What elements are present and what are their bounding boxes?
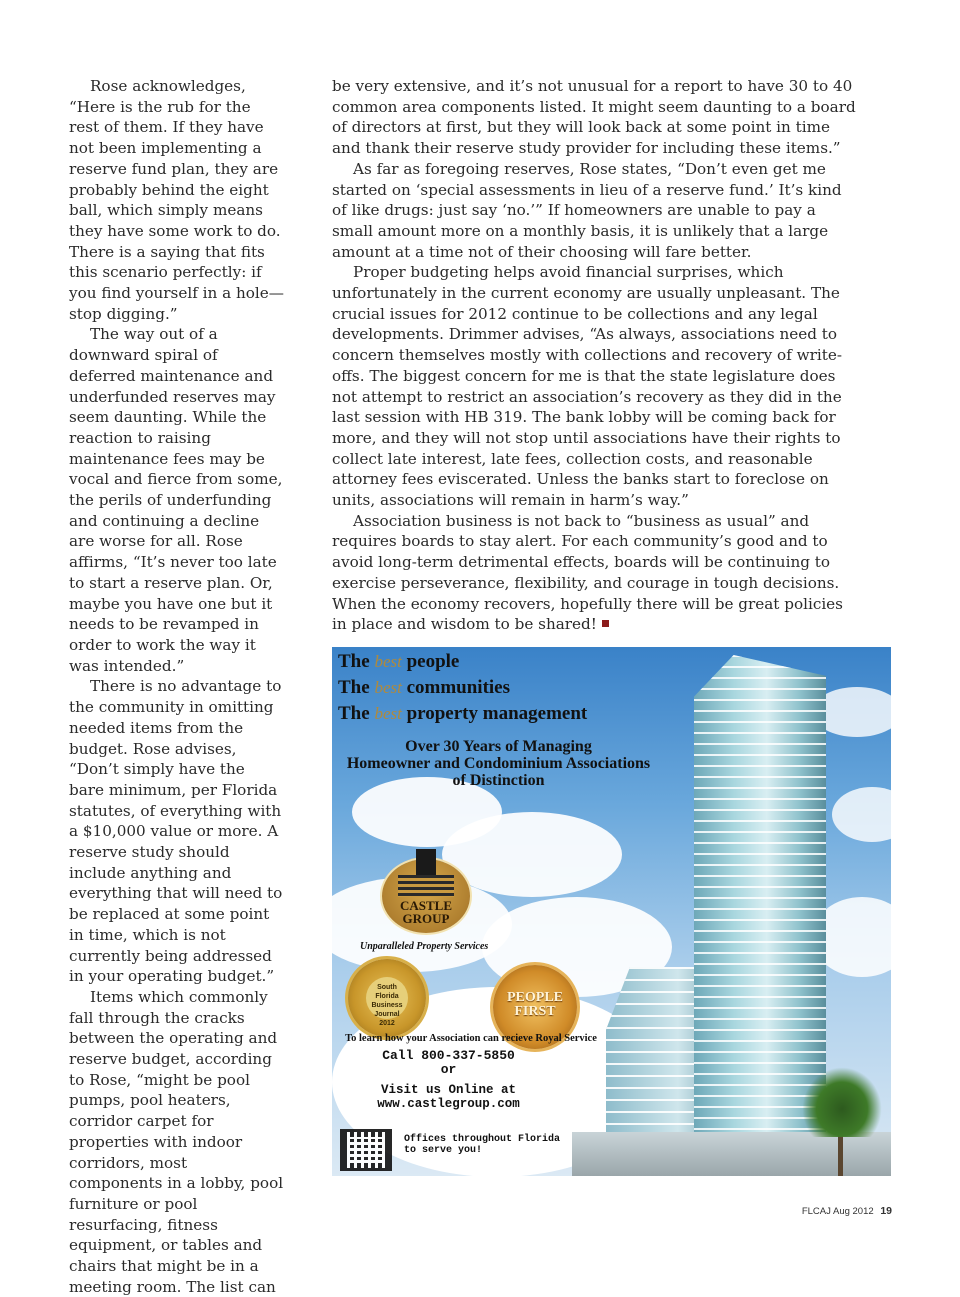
- offices-line: to serve you!: [404, 1145, 483, 1156]
- or-text: or: [440, 1062, 457, 1077]
- paragraph: be very extensive, and it’s not unusual for a report to have 30 to 40 common area components listed. It might seem daunting to a board of directors at first, but they will look back at some point in time and thank their reserve study provider for including these items.”: [332, 77, 856, 158]
- cloud-shape: [832, 787, 891, 842]
- paragraph: The way out of a downward spiral of deferred maintenance and underfunded reserves may seem daunting. While the reaction to raising maintenance fees may be vocal and fierce from some, the perils of underfunding and continuing a decline are worse for all. Rose affirms, “It’s never too late to start a reserve plan. Or, maybe you have one but it needs to be revamped in order to work the way it was intended.”: [69, 325, 283, 675]
- tagline-rest: communities: [406, 677, 511, 698]
- ad-slogan: Unparalleled Property Services: [360, 941, 489, 952]
- end-of-article-mark: [602, 620, 609, 627]
- tagline-rest: people: [406, 651, 460, 672]
- paragraph-text: Association business is not back to “business as usual” and requires boards to stay alert. For each community’s good and to avoid long-term detrimental effects, boards will be continuing to exercise perseverance, flexibility, and courage in tough decisions. When the economy recovers, hopefully there will be great policies in place and wisdom to be shared!: [332, 511, 843, 634]
- page-footer: [802, 1205, 892, 1217]
- paragraph: Proper budgeting helps avoid financial surprises, which unfortunately in the current economy are usually unpleasant. The crucial issues for 2012 continue to be collections and any legal developments. Drimmer advises, “As always, associations need to concern themselves mostly with collections and recovery of write-offs. The biggest concern for me is that the state legislature does not attempt to restrict an association’s recovery as they did in the last session with HB 319. The bank lobby will be coming back for more, and they will not stop until associations have their rights to collect late interest, late fees, collection costs, and reasonable attorney fees eviscerated. Unless the banks start to foreclose on units, associations will remain in harm’s way.”: [332, 263, 842, 510]
- seal-text: [503, 991, 567, 1019]
- ad-text-block: [332, 647, 662, 1176]
- headline-line: Homeowner and Condominium Associations: [346, 755, 651, 772]
- tagline-best: best: [374, 652, 402, 671]
- article-right-column: [332, 76, 860, 635]
- paragraph: Rose acknowledges, “Here is the rub for the rest of them. If they have not been implementing a reserve fund plan, they are probably behind the eight ball, which simply means they have some work to do. There is a saying that fits this scenario perfectly: if you find yourself in a hole—stop digging.”: [69, 77, 284, 323]
- tagline-property-management: [338, 703, 587, 725]
- website-link[interactable]: www.castlegroup.com: [377, 1097, 520, 1111]
- headline-line: Over 30 Years of Managing: [405, 738, 592, 755]
- article-left-column: [69, 76, 284, 1297]
- paragraph: There is no advantage to the community in omitting needed items from the budget. Rose advises, “Don’t simply have the bare minimum, per Florida statutes, of everything with a $10,000 value or more. A reserve study should include anything and everything that will need to be replaced at some point in time, which is not currently being addressed in your operating budget.”: [69, 677, 283, 986]
- issue-date: Aug 2012: [832, 1206, 874, 1217]
- page-number: 19: [880, 1205, 892, 1217]
- castle-group-advertisement[interactable]: [332, 647, 891, 1176]
- ad-offices: [404, 1134, 604, 1156]
- tagline-people: [338, 651, 459, 673]
- ad-headline: [336, 738, 661, 789]
- seal-line: FIRST: [514, 1004, 556, 1019]
- qr-code-icon[interactable]: [340, 1129, 392, 1171]
- headline-line: of Distinction: [452, 772, 545, 789]
- tagline-communities: [338, 677, 510, 699]
- logo-line: CASTLE: [399, 898, 453, 913]
- website-label: Visit us Online at: [380, 1083, 517, 1097]
- tagline-the: The: [338, 703, 370, 724]
- logo-text: [382, 899, 470, 925]
- ad-phone[interactable]: [336, 1049, 561, 1077]
- phone-number[interactable]: Call 800-337-5850: [382, 1048, 515, 1063]
- publication-name: FLCAJ: [801, 1206, 831, 1217]
- castle-tower-icon: [416, 849, 436, 875]
- tagline-the: The: [338, 651, 370, 672]
- tagline-best: best: [374, 704, 402, 723]
- paragraph: Items which commonly fall through the cracks between the operating and reserve budget, according to Rose, “might be pool pumps, pool heaters, corridor carpet for properties with indoor corridors, most components in a lobby, pool furniture or pool resurfacing, fitness equipment, or tables and chairs that might be in a meeting room. The list can: [69, 987, 284, 1296]
- ad-learn-more: To learn how your Association can recieve Royal Service: [345, 1033, 597, 1044]
- business-journal-award-seal: [348, 959, 426, 1037]
- palm-tree-icon: [802, 1067, 882, 1137]
- tagline-rest: property management: [406, 703, 588, 724]
- paragraph: As far as foregoing reserves, Rose states, “Don’t even get me started on ‘special assessments in lieu of a reserve fund.’ It’s kind of like drugs: just say ‘no.’” If homeowners are unable to pay a small amount more on a monthly basis, it is unlikely that a large amount at a time not of their choosing will fare better.: [332, 159, 842, 261]
- seal-line: PEOPLE: [506, 990, 563, 1005]
- castle-group-logo: [382, 859, 470, 933]
- paragraph-final: [332, 511, 860, 635]
- logo-line: GROUP: [402, 911, 450, 926]
- seal-text: South Florida Business Journal 2012: [366, 977, 408, 1019]
- ad-website[interactable]: [336, 1083, 561, 1111]
- offices-line: Offices throughout Florida: [404, 1134, 561, 1145]
- castle-stairs-icon: [398, 875, 454, 897]
- tagline-the: The: [338, 677, 370, 698]
- tagline-best: best: [374, 678, 402, 697]
